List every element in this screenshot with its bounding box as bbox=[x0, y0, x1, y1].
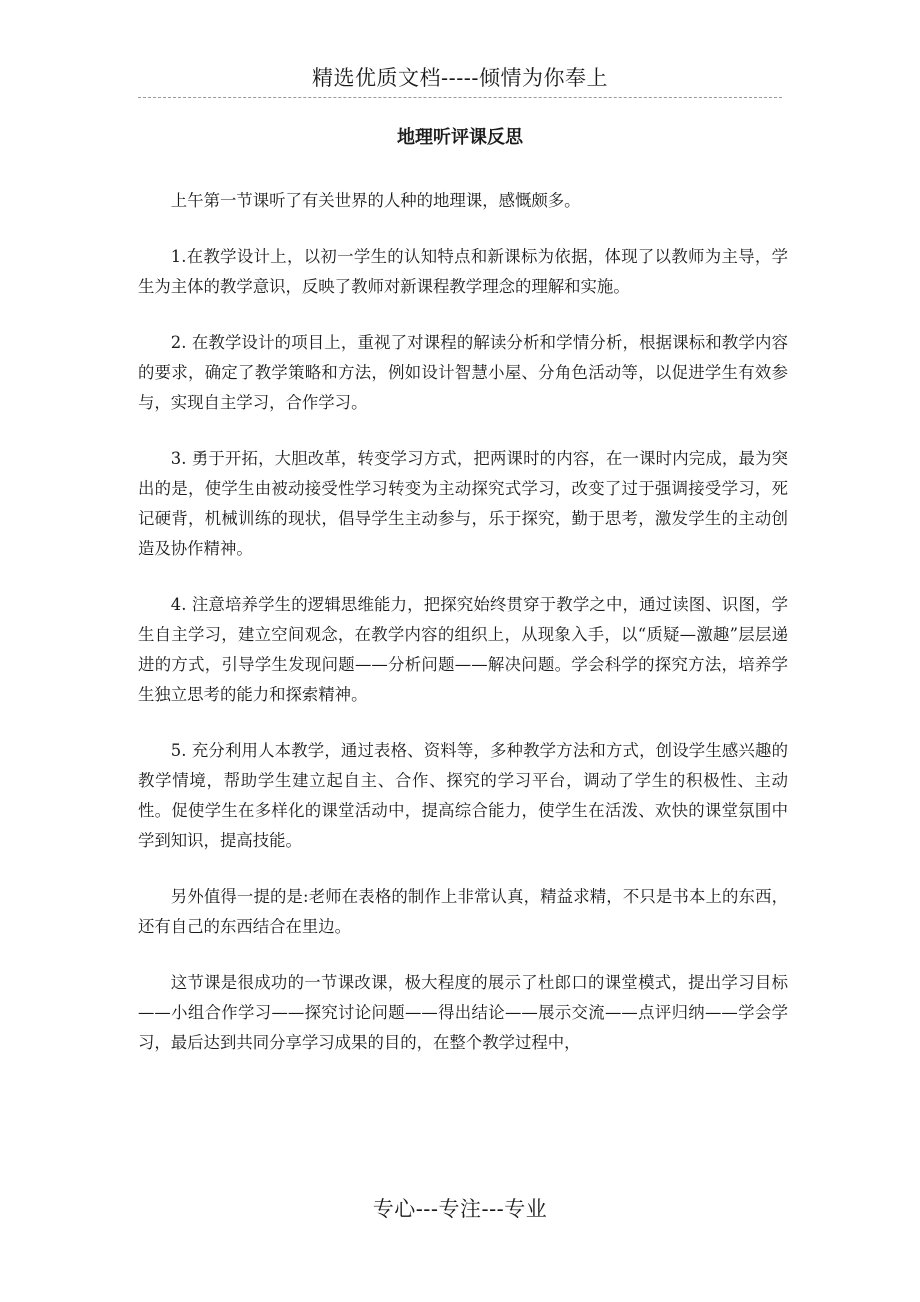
page-footer: 专心---专注---专业 bbox=[372, 1197, 548, 1221]
paragraph-point-2: 2. 在教学设计的项目上，重视了对课程的解读分析和学情分析，根据课标和教学内容的要求，确定了教学策略和方法，例如设计智慧小屋、分角色活动等，以促进学生有效参与，实现自主学习，合作学习。 bbox=[138, 333, 788, 412]
paragraph-point-5: 5. 充分利用人本教学，通过表格、资料等，多种教学方法和方式，创设学生感兴趣的教学情境，帮助学生建立起自主、合作、探究的学习平台，调动了学生的积极性、主动性。促使学生在多样化的课堂活动中，提高综合能力，使学生在活泼、欢快的课堂氛围中学到知识，提高技能。 bbox=[138, 741, 788, 850]
paragraph-conclusion: 这节课是很成功的一节课改课，极大程度的展示了杜郎口的课堂模式，提出学习目标——小组合作学习——探究讨论问题——得出结论——展示交流——点评归纳——学会学习，最后达到共同分享学习成果的目的，在整个教学过程中， bbox=[138, 973, 788, 1052]
paragraph-point-1: 1.在教学设计上，以初一学生的认知特点和新课标为依据，体现了以教师为主导，学生为主体的教学意识，反映了教师对新课程教学理念的理解和实施。 bbox=[138, 247, 788, 296]
paragraph-point-3: 3. 勇于开拓，大胆改革，转变学习方式，把两课时的内容，在一课时内完成，最为突出的是，使学生由被动接受性学习转变为主动探究式学习，改变了过于强调接受学习，死记硬背，机械训练的现状，倡导学生主动参与，乐于探究，勤于思考，激发学生的主动创造及协作精神。 bbox=[138, 449, 788, 558]
paragraph-point-4: 4. 注意培养学生的逻辑思维能力，把探究始终贯穿于教学之中，通过读图、识图，学生自主学习，建立空间观念，在教学内容的组织上，从现象入手，以“质疑—激趣”层层递进的方式，引导学生发现问题——分析问题——解决问题。学会科学的探究方法，培养学生独立思考的能力和探索精神。 bbox=[138, 595, 788, 704]
document-title: 地理听评课反思 bbox=[397, 127, 523, 148]
paragraph-intro: 上午第一节课听了有关世界的人种的地理课，感慨颇多。 bbox=[170, 191, 581, 210]
header-divider bbox=[138, 97, 782, 98]
paragraph-additional: 另外值得一提的是:老师在表格的制作上非常认真，精益求精，不只是书本上的东西，还有自己的东西结合在里边。 bbox=[138, 887, 788, 936]
document-body bbox=[138, 186, 788, 1058]
page-header: 精选优质文档-----倾情为你奉上 bbox=[312, 66, 608, 90]
